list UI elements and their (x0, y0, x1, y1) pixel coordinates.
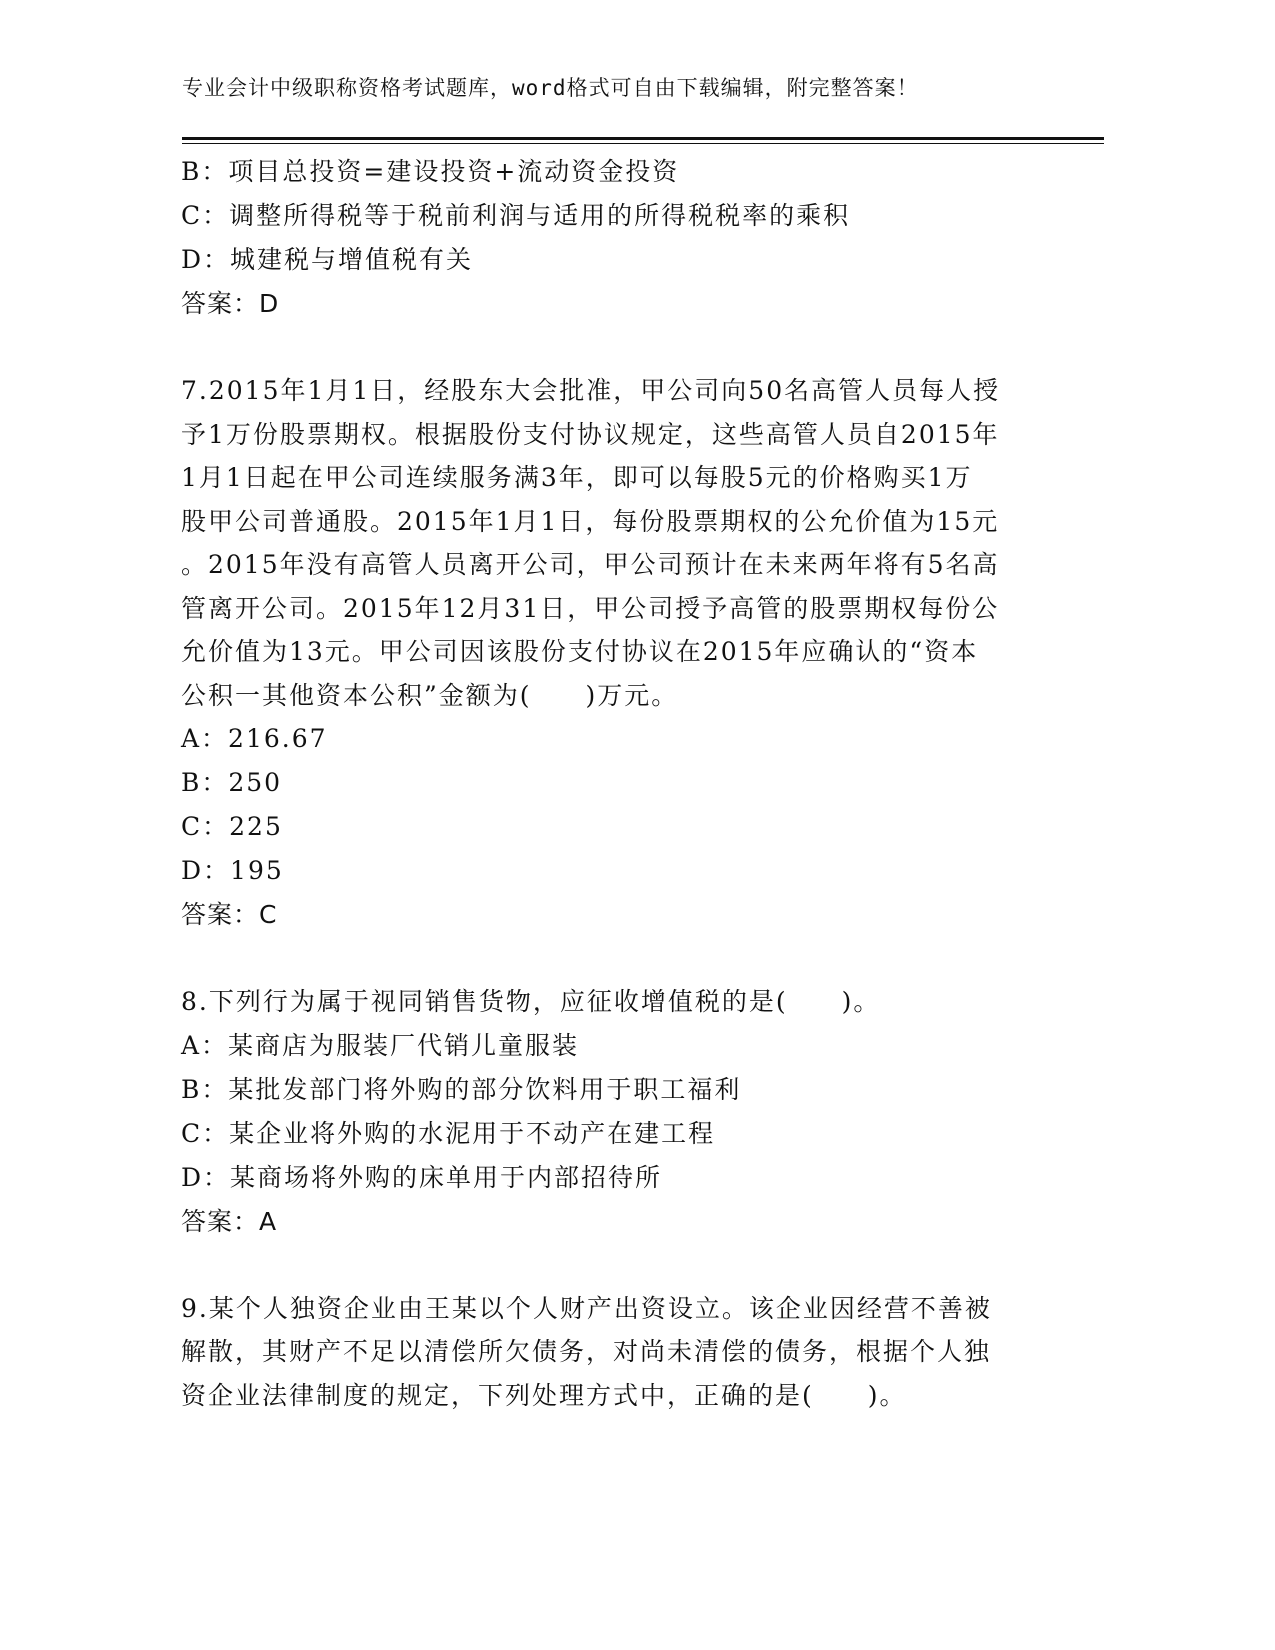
option-d: D：某商场将外购的床单用于内部招待所 (181, 1162, 663, 1192)
option-a: A：216.67 (181, 724, 328, 753)
spacer (181, 326, 1061, 369)
document-body (181, 150, 1061, 1417)
question-stem-line: 资企业法律制度的规定，下列处理方式中，正确的是( )。 (181, 1380, 907, 1410)
question-stem-line: 公积一其他资本公积”金额为( )万元。 (181, 680, 679, 710)
option-b: B：项目总投资=建设投资+流动资金投资 (181, 157, 680, 186)
page-header: 专业会计中级职称资格考试题库，word格式可自由下载编辑，附完整答案！ (182, 76, 919, 100)
option-b: B：某批发部门将外购的部分饮料用于职工福利 (181, 1074, 742, 1104)
option-d: D：城建税与增值税有关 (181, 245, 474, 274)
header-rule-thin (182, 143, 1104, 144)
spacer (181, 1244, 1061, 1287)
option-c: C：调整所得税等于税前利润与适用的所得税税率的乘积 (181, 201, 851, 230)
question-stem-line: 8.下列行为属于视同销售货物，应征收增值税的是( )。 (181, 987, 881, 1016)
question-stem-line: 予1万份股票期权。根据股份支付协议规定，这些高管人员自2015年 (181, 419, 1000, 449)
spacer (181, 937, 1061, 980)
option-c: C：225 (181, 812, 283, 841)
question-stem-line: 管离开公司。2015年12月31日，甲公司授予高管的股票期权每份公 (181, 593, 1000, 623)
question-8 (181, 980, 1061, 1244)
question-stem-line: 。2015年没有高管人员离开公司，甲公司预计在未来两年将有5名高 (181, 550, 1000, 579)
question-stem-line: 解散，其财产不足以清偿所欠债务，对尚未清偿的债务，根据个人独 (181, 1337, 992, 1366)
question-stem-line: 1月1日起在甲公司连续服务满3年，即可以每股5元的价格购买1万 (181, 463, 973, 492)
question-stem-line: 9.某个人独资企业由王某以个人财产出资设立。该企业因经营不善被 (181, 1293, 992, 1323)
option-c: C：某企业将外购的水泥用于不动产在建工程 (181, 1118, 716, 1148)
question-7 (181, 369, 1061, 937)
question-stem-line: 股甲公司普通股。2015年1月1日，每份股票期权的公允价值为15元 (181, 506, 1000, 536)
question-stem-line: 允价值为13元。甲公司因该股份支付协议在2015年应确认的“资本 (181, 637, 979, 666)
option-d: D：195 (181, 856, 284, 885)
question-stem-line: 7.2015年1月1日，经股东大会批准，甲公司向50名高管人员每人授 (181, 376, 1001, 405)
answer: 答案：A (181, 1206, 278, 1236)
question-9 (181, 1287, 1061, 1418)
option-b: B：250 (181, 768, 283, 797)
answer: 答案：C (181, 900, 278, 929)
question-6 (181, 150, 1061, 326)
option-a: A：某商店为服装厂代销儿童服装 (181, 1030, 580, 1060)
header-rule-thick (182, 137, 1104, 140)
answer: 答案：D (181, 289, 280, 318)
